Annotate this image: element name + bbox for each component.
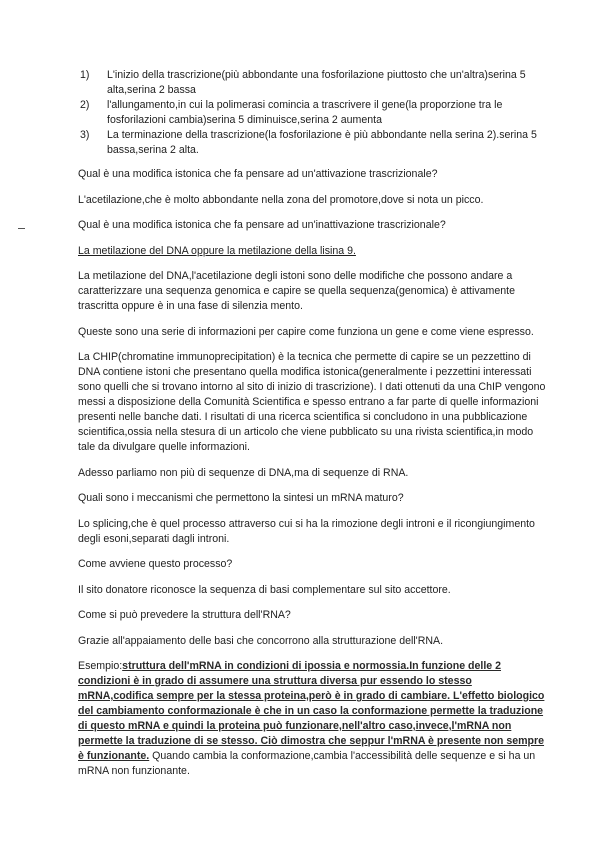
answer-base-pairing: Grazie all'appaiamento delle basi che concorrono alla strutturazione dell'RNA.	[78, 634, 444, 647]
document-body	[78, 68, 548, 790]
example-paragraph	[78, 659, 548, 779]
question-activation: Qual è una modifica istonica che fa pensare ad un'attivazione trascrizionale?	[78, 168, 438, 180]
list-item	[78, 128, 548, 158]
list-number: 1)	[80, 69, 90, 81]
question-process: Come avviene questo processo?	[78, 558, 233, 570]
paragraph-gene-info: Queste sono una serie di informazioni per capire come funziona un gene e come viene espresso.	[78, 325, 534, 338]
question-inactivation: Qual è una modifica istonica che fa pensare ad un'inattivazione trascrizionale?	[78, 219, 446, 231]
paragraph-modifications: La metilazione del DNA,l'acetilazione degli istoni sono delle modifiche che possono andare a caratterizzare una sequenza genomica e capire se quella sequenza(genomica) è attivamente trascritta oppure è in una fase di silenzia mento.	[78, 270, 515, 312]
example-rest: Quando cambia la conformazione,cambia l'accessibilità delle sequenze e si ha un mRNA non funzionante.	[78, 750, 536, 777]
answer-acetylation: L'acetilazione,che è molto abbondante nella zona del promotore,dove si nota un picco.	[78, 193, 484, 206]
transcription-phases-list	[78, 68, 548, 158]
paragraph-chip: La CHIP(chromatine immunoprecipitation) è la tecnica che permette di capire se un pezzettino di DNA contiene istoni che presentano quella modifica istonica(generalmente i pezzettini interessati sono quelli che si trovano intorno al sito di inizio di trascrizione). I dati ottenuti da una ChIP vengono messi a disposizione della Comunità Scientifica e spesso entrano a far parte di quelle informazioni presenti nelle banche dati. I risultati di una ricerca scientifica si concludono in una pubblicazione scientifica,ossia nella stesura di un articolo che viene pubblicato su una rivista scientifica,in modo tale da divulgare quelle informazioni.	[78, 351, 546, 453]
list-item	[78, 98, 548, 128]
answer-splicing: Lo splicing,che è quel processo attraverso cui si ha la rimozione degli introni e il ricongiungimento degli esoni,separati dagli introni.	[78, 517, 535, 545]
list-number: 3)	[80, 129, 90, 141]
list-item	[78, 68, 548, 98]
question-mrna-mechanisms: Quali sono i meccanismi che permettono la sintesi un mRNA maturo?	[78, 492, 404, 504]
list-text: La terminazione della trascrizione(la fosforilazione è più abbondante nella serina 2).serina 5 bassa,serina 2 alta.	[107, 129, 537, 156]
answer-methylation: La metilazione del DNA oppure la metilazione della lisina 9.	[78, 244, 356, 257]
question-rna-structure: Come si può prevedere la struttura dell'RNA?	[78, 609, 291, 621]
example-highlight: struttura dell'mRNA in condizioni di ipossia e normossia.In funzione delle 2 condizioni è in grado di assumere una struttura diversa pur essendo lo stesso mRNA,codifica sempre per la stessa proteina,però è in grado di cambiare. L'effetto biologico del cambiamento conformazionale è che in un caso la conformazione permette la traduzione di questo mRNA e quindi la proteina può funzionare,nell'altro caso,invece,l'mRNA non permette la traduzione di se stesso. Ciò dimostra che seppur l'mRNA è presente non sempre è funzionante.	[78, 660, 545, 762]
list-text: l'allungamento,in cui la polimerasi comincia a trascrivere il gene(la proporzione tra le fosforilazioni cambia)serina 5 diminuisce,serina 2 aumenta	[107, 99, 503, 126]
paragraph-rna-intro: Adesso parliamo non più di sequenze di DNA,ma di sequenze di RNA.	[78, 466, 409, 479]
answer-donor-site: Il sito donatore riconosce la sequenza di basi complementare sul sito accettore.	[78, 583, 451, 596]
example-prefix: Esempio:	[78, 660, 123, 672]
margin-mark	[18, 228, 25, 229]
list-number: 2)	[80, 99, 90, 111]
list-text: L'inizio della trascrizione(più abbondante una fosforilazione piuttosto che un'altra)serina 5 alta,serina 2 bassa	[107, 69, 526, 96]
